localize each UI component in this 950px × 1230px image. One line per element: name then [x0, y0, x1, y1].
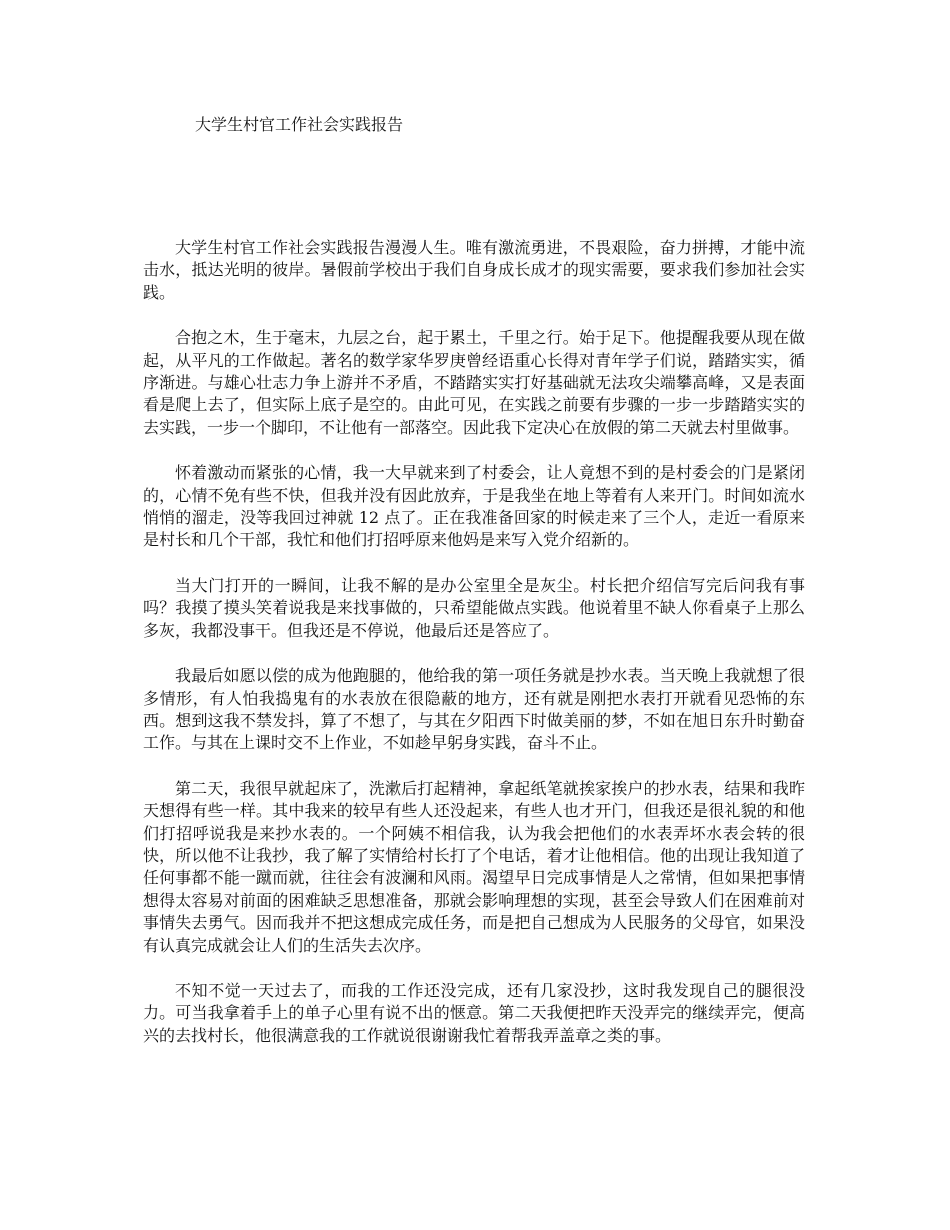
- document-title: 大学生村官工作社会实践报告: [195, 115, 404, 134]
- paragraph-6: 第二天，我很早就起床了，洗漱后打起精神，拿起纸笔就挨家挨户的抄水表，结果和我昨天想得有些一样。其中我来的较早有些人还没起来，有些人也才开门，但我还是很礼貌的和他们打招呼说我是来抄水表的。一个阿姨不相信我，认为我会把他们的水表弄坏水表会转的很快，所以他不让我抄，我了解了实情给村长打了个电话，着才让他相信。他的出现让我知道了任何事都不能一蹴而就，往往会有波澜和风雨。渴望早日完成事情是人之常情，但如果把事情想得太容易对前面的困难缺乏思想准备，那就会影响理想的实现，甚至会导致人们在困难前对事情失去勇气。因而我并不把这想成完成任务，而是把自己想成为人民服务的父母官，如果没有认真完成就会让人们的生活失去次序。: [143, 778, 805, 955]
- paragraph-5: 我最后如愿以偿的成为他跑腿的，他给我的第一项任务就是抄水表。当天晚上我就想了很多情形，有人怕我捣鬼有的水表放在很隐蔽的地方，还有就是刚把水表打开就看见恐怖的东西。想到这我不禁发抖，算了不想了，与其在夕阳西下时做美丽的梦，不如在旭日东升时勤奋工作。与其在上课时交不上作业，不如趁早躬身实践，奋斗不止。: [143, 666, 805, 753]
- paragraph-1: 大学生村官工作社会实践报告漫漫人生。唯有激流勇进，不畏艰险，奋力拼搏，才能中流击水，抵达光明的彼岸。暑假前学校出于我们自身成长成才的现实需要，要求我们参加社会实践。: [143, 238, 805, 302]
- paragraph-3: 怀着激动而紧张的心情，我一大早就来到了村委会，让人竟想不到的是村委会的门是紧闭的，心情不免有些不快，但我并没有因此放弃，于是我坐在地上等着有人来开门。时间如流水悄悄的溜走，没等我回过神就 12 点了。正在我准备回家的时候走来了三个人，走近一看原来是村长和几个干部，我忙和他们打招呼原来他妈是来写入党介绍新的。: [143, 463, 805, 550]
- paragraph-7: 不知不觉一天过去了，而我的工作还没完成，还有几家没抄，这时我发现自己的腿很没力。可当我拿着手上的单子心里有说不出的惬意。第二天我便把昨天没弄完的继续弄完，便高兴的去找村长，他很满意我的工作就说很谢谢我忙着帮我弄盖章之类的事。: [143, 980, 805, 1045]
- paragraph-4: 当大门打开的一瞬间，让我不解的是办公室里全是灰尘。村长把介绍信写完后问我有事吗？我摸了摸头笑着说我是来找事做的，只希望能做点实践。他说着里不缺人你看桌子上那么多灰，我都没事干。但我还是不停说，他最后还是答应了。: [143, 575, 805, 640]
- document-body: [143, 237, 805, 1070]
- paragraph-2: 合抱之木，生于毫末，九层之台，起于累土，千里之行。始于足下。他提醒我要从现在做起，从平凡的工作做起。著名的数学家华罗庚曾经语重心长得对青年学子们说，踏踏实实，循序渐进。与雄心壮志力争上游并不矛盾，不踏踏实实打好基础就无法攻尖端攀高峰，又是表面看是爬上去了，但实际上底子是空的。由此可见，在实践之前要有步骤的一步一步踏踏实实的去实践，一步一个脚印，不让他有一部落空。因此我下定决心在放假的第二天就去村里做事。: [143, 328, 805, 437]
